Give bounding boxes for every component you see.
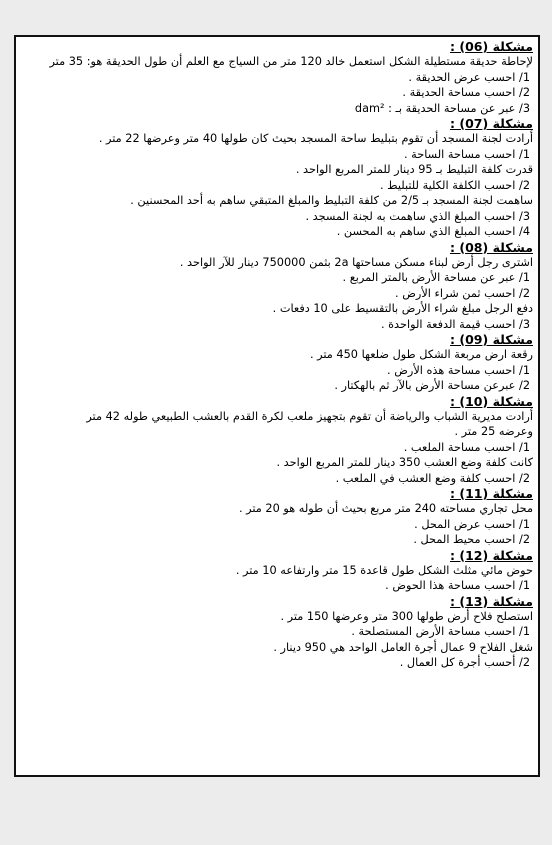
- question-line: 1/ احسب عرض الحديقة .: [408, 70, 530, 84]
- problem-title-text: مشكلة (13) :: [450, 593, 533, 609]
- statement-line: حوض مائي مثلث الشكل طول قاعدة 15 متر وارتفاعه 10 متر .: [235, 563, 533, 577]
- problem-title: [21, 486, 533, 501]
- problem-block: [21, 548, 533, 594]
- problem-title-text: مشكلة (07) :: [450, 116, 533, 131]
- question-line: 2/ احسب الكلفة الكلية للتبليط .: [379, 178, 530, 192]
- statement-line: وعرضه 25 متر .: [454, 425, 533, 438]
- problem-block: [21, 332, 533, 394]
- problem-title: [21, 548, 533, 563]
- problem-title: [21, 394, 533, 409]
- statement-line: اشترى رجل أرض لبناء مسكن مساحتها 2a بثمن 750000 دينار للآر الواحد .: [179, 255, 533, 269]
- question-line: 1/ احسب مساحة هذا الحوض .: [385, 579, 530, 592]
- question-line: 1/ عبر عن مساحة الأرض بالمتر المربع .: [342, 271, 530, 284]
- problem-title: [21, 240, 533, 255]
- problem-title: [21, 116, 533, 131]
- problem-block: [21, 486, 533, 548]
- question-line: 1/ احسب عرض المحل .: [414, 517, 530, 531]
- question-line: 2/ احسب محيط المحل .: [413, 533, 530, 546]
- problem-title-text: مشكلة (08) :: [450, 239, 533, 255]
- problem-title-text: مشكلة (06) :: [450, 39, 533, 54]
- question-line: 1/ احسب مساحة الساحة .: [404, 147, 530, 161]
- question-line: 3/ عبر عن مساحة الحديقة بـ : dam²: [354, 101, 530, 115]
- question-line: 2/ عبرعن مساحة الأرض بالآر ثم بالهكتار .: [334, 379, 530, 392]
- statement-line: أرادت مديرية الشباب والرياضة أن تقوم بتجهيز ملعب لكرة القدم بالعشب الطبيعي طوله 42 متر: [86, 409, 533, 423]
- question-line: 3/ احسب قيمة الدفعة الواحدة .: [380, 317, 530, 331]
- statement-line: دفع الرجل مبلغ شراء الأرض بالتقسيط على 10 دفعات .: [272, 302, 533, 315]
- statement-line: شغل الفلاح 9 عمال أجرة العامل الواحد هي 950 دينار .: [273, 640, 533, 654]
- question-line: 4/ احسب المبلغ الذي ساهم به المحسن .: [336, 225, 530, 238]
- page-bottom-margin: [0, 800, 552, 845]
- question-line: 2/ أحسب أجرة كل العمال .: [399, 656, 530, 669]
- worksheet: [14, 35, 540, 777]
- question-line: 1/ احسب مساحة الأرض المستصلحة .: [351, 625, 530, 638]
- problem-title-text: مشكلة (10) :: [450, 393, 533, 409]
- problem-block: [21, 240, 533, 333]
- problem-title-text: مشكلة (11) :: [450, 486, 533, 501]
- problem-block: [21, 394, 533, 487]
- question-line: 1/ احسب مساحة هذه الأرض .: [387, 363, 530, 377]
- question-line: 2/ احسب مساحة الحديقة .: [402, 86, 530, 99]
- statement-line: محل تجاري مساحته 240 متر مربع بحيث أن طوله هو 20 متر .: [238, 502, 533, 515]
- problem-title: [21, 594, 533, 609]
- problem-block: [21, 594, 533, 671]
- question-line: 2/ احسب ثمن شراء الأرض .: [395, 286, 530, 300]
- problem-block: [21, 39, 533, 116]
- statement-line: كانت كلفة وضع العشب 350 دينار للمتر المربع الواحد .: [276, 456, 533, 469]
- problem-title-text: مشكلة (09) :: [450, 332, 533, 347]
- statement-line: أرادت لجنة المسجد أن تقوم بتبليط ساحة المسجد بحيث كان طولها 40 متر وعرضها 22 متر .: [98, 132, 533, 145]
- question-line: 3/ احسب المبلغ الذي ساهمت به لجنة المسجد .: [305, 209, 530, 223]
- question-line: 1/ احسب مساحة الملعب .: [403, 440, 530, 454]
- statement-line: لإحاطة حديقة مستطيلة الشكل استعمل خالد 120 متر من السياج مع العلم أن طول الحديقة هو: 35 متر: [49, 55, 533, 68]
- problem-title: [21, 39, 533, 54]
- problem-block: [21, 116, 533, 240]
- statement-line: قدرت كلفة التبليط بـ 95 دينار للمتر المربع الواحد .: [295, 163, 533, 176]
- problem-title-text: مشكلة (12) :: [450, 547, 533, 563]
- statement-line: استصلح فلاح أرض طولها 300 متر وعرضها 150 متر .: [280, 609, 533, 623]
- statement-line: ساهمت لجنة المسجد بـ 2/5 من كلفة التبليط والمبلغ المتبقي ساهم به أحد المحسنين .: [130, 194, 533, 207]
- question-line: 2/ احسب كلفة وضع العشب في الملعب .: [335, 471, 530, 485]
- problem-title: [21, 332, 533, 347]
- statement-line: رقعة ارض مربعة الشكل طول ضلعها 450 متر .: [309, 348, 533, 361]
